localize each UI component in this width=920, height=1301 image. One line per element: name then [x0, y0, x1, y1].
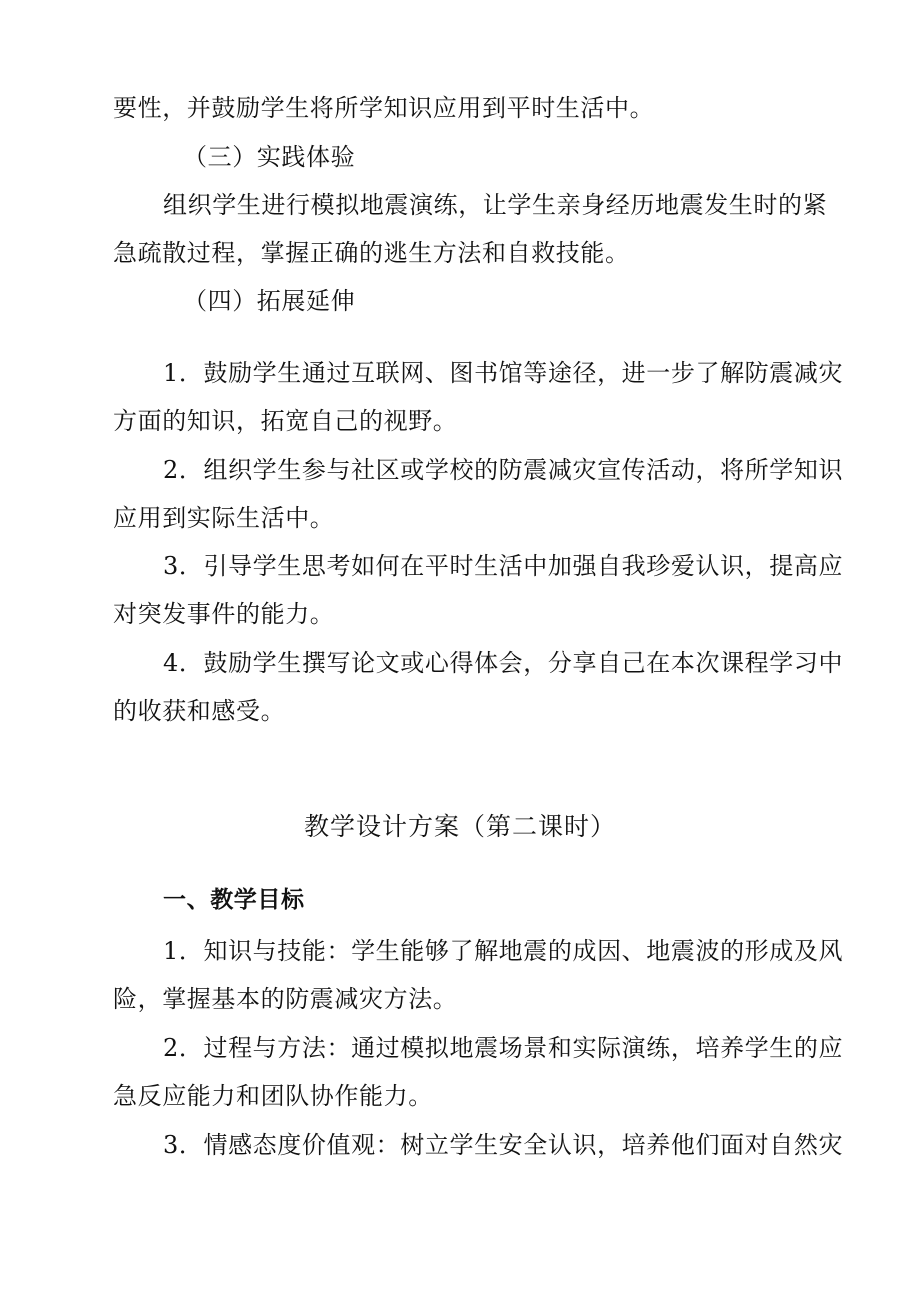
paragraph-line: 急疏散过程，掌握正确的逃生方法和自救技能。 [113, 239, 630, 267]
list-item-line: 的收获和感受。 [113, 697, 286, 725]
heading-teaching-objectives: 一、教学目标 [163, 887, 305, 913]
list-item-line: 4．鼓励学生撰写论文或心得体会，分享自己在本次课程学习中 [163, 649, 844, 677]
paragraph-line: 要性，并鼓励学生将所学知识应用到平时生活中。 [113, 94, 655, 122]
objective-line: 3．情感态度价值观：树立学生安全认识，培养他们面对自然灾 [163, 1131, 844, 1159]
list-item-line: 方面的知识，拓宽自己的视野。 [113, 407, 458, 435]
subsection-heading-extension: （四）拓展延伸 [183, 287, 356, 315]
list-item-line: 2．组织学生参与社区或学校的防震减灾宣传活动，将所学知识 [163, 456, 844, 484]
objective-line: 2．过程与方法：通过模拟地震场景和实际演练，培养学生的应 [163, 1034, 844, 1062]
list-item-line: 3．引导学生思考如何在平时生活中加强自我珍爱认识，提高应 [163, 552, 844, 580]
list-item-line: 1．鼓励学生通过互联网、图书馆等途径，进一步了解防震减灾 [163, 359, 844, 387]
objective-line: 急反应能力和团队协作能力。 [113, 1082, 433, 1110]
list-item-line: 应用到实际生活中。 [113, 504, 335, 532]
objective-line: 1．知识与技能：学生能够了解地震的成因、地震波的形成及风 [163, 937, 844, 965]
section-title: 教学设计方案（第二课时） [303, 812, 616, 841]
subsection-heading-practice: （三）实践体验 [183, 143, 356, 171]
paragraph-line: 组织学生进行模拟地震演练，让学生亲身经历地震发生时的紧 [163, 191, 828, 219]
list-item-line: 对突发事件的能力。 [113, 600, 335, 628]
objective-line: 险，掌握基本的防震减灾方法。 [113, 985, 458, 1013]
